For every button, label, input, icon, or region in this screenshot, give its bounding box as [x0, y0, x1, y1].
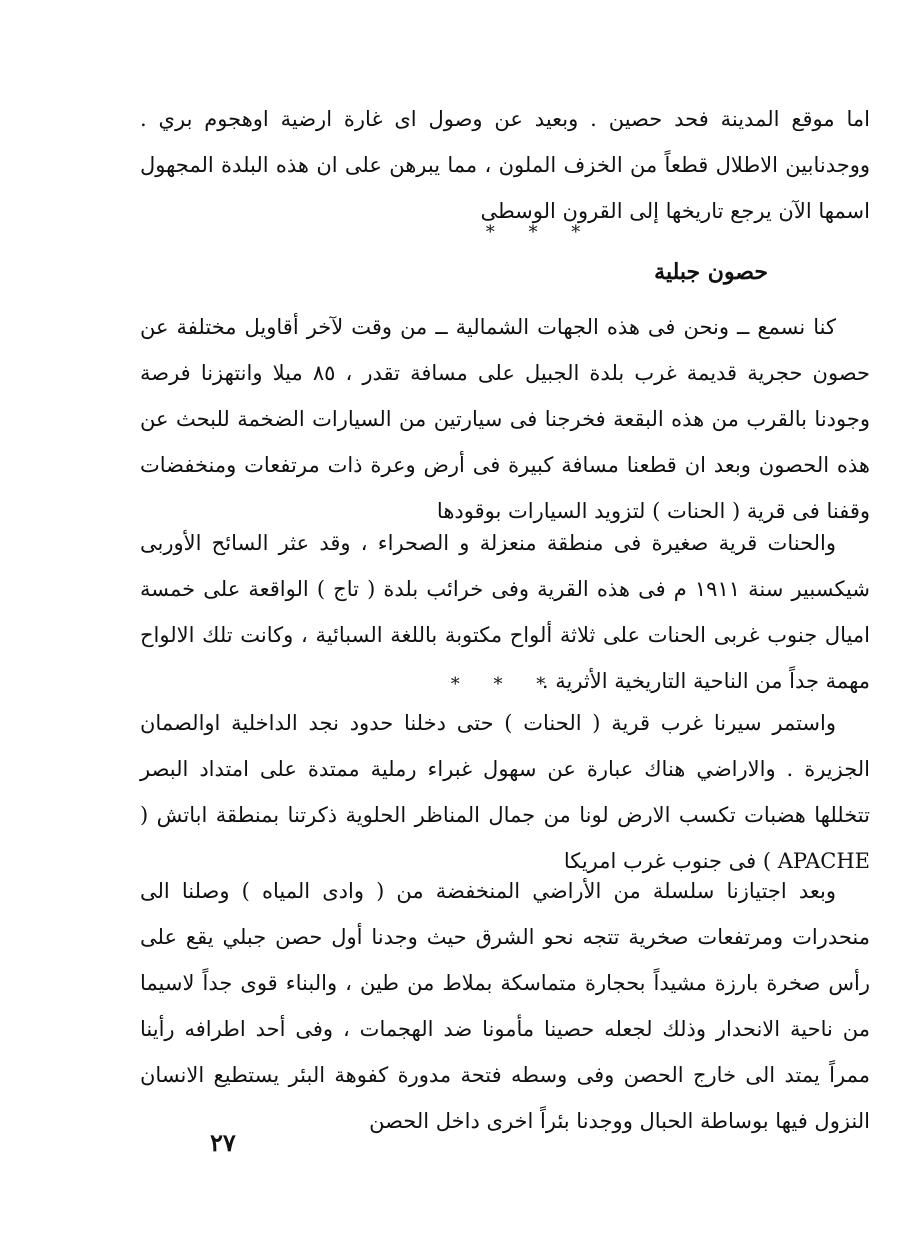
paragraph-text: اما موقع المدينة فحد حصين . وبعيد عن وصول اى غارة ارضية اوهجوم بري . ووجدنابين الاطلال قطعاً من الخزف الملون ، مما يبرهن على ان هذه البلدة المجهول اسمها الآن يرجع تاريخها إلى القرون الوسطى — [140, 107, 870, 223]
paragraph-first-fort — [140, 868, 870, 1144]
paragraph-najd-journey — [140, 700, 870, 884]
paragraph-text: والحنات قرية صغيرة فى منطقة منعزلة و الصحراء ، وقد عثر السائح الأوربى شيكسبير سنة ١٩١١ م فى هذه القرية وفى خرائب بلدة ( تاج ) الواقعة على خمسة اميال جنوب غربى الحنات على ثلاثة ألواح مكتوبة باللغة السبائية ، وكانت تلك الالواح مهمة جداً من الناحية التاريخية الأثرية . — [140, 531, 870, 693]
section-heading: حصون جبلية — [654, 259, 768, 285]
paragraph-text: كنا نسمع ــ ونحن فى هذه الجهات الشمالية ــ من وقت لآخر أقاويل مختلفة عن حصون حجرية قديمة غرب بلدة الجبيل على مسافة تقدر ، ٨٥ ميلا وانتهزنا فرصة وجودنا بالقرب من هذه البقعة فخرجنا فى سيارتين من السيارات الضخمة للبحث عن هذه الحصون وبعد ان قطعنا مسافة كبيرة فى أرض وعرة ذات مرتفعات ومنخفضات وقفنا فى قرية ( الحنات ) لتزويد السيارات بوقودها — [140, 315, 870, 523]
section-separator: * * * — [485, 222, 595, 243]
paragraph-city-location — [140, 96, 870, 234]
paragraph-text: واستمر سيرنا غرب قرية ( الحنات ) حتى دخلنا حدود نجد الداخلية اوالصمان الجزيرة . والاراضي هناك عبارة عن سهول غبراء رملية ممتدة على امتداد البصر تتخللها هضبات تكسب الارض لونا من جمال المناظر الحلوية ذكرتنا بمنطقة اباتش ( APACHE ) فى جنوب غرب امريكا — [140, 711, 870, 873]
paragraph-mountain-forts — [140, 304, 870, 534]
section-separator: * * * — [450, 674, 560, 695]
page-number: ٢٧ — [210, 1128, 236, 1157]
paragraph-text: وبعد اجتيازنا سلسلة من الأراضي المنخفضة من ( وادى المياه ) وصلنا الى منحدرات ومرتفعات صخرية تتجه نحو الشرق حيث وجدنا أول حصن جبلي يقع على رأس صخرة بارزة مشيداً بحجارة متماسكة بملاط من طين ، والبناء قوى جداً لاسيما من ناحية الانحدار وذلك لجعله حصينا مأمونا ضد الهجمات ، وفى أحد اطرافه رأينا ممراً يمتد الى خارج الحصن وفى وسطه فتحة مدورة كفوهة البئر يستطيع الانسان النزول فيها بوساطة الحبال ووجدنا بئراً اخرى داخل الحصن — [140, 879, 870, 1133]
